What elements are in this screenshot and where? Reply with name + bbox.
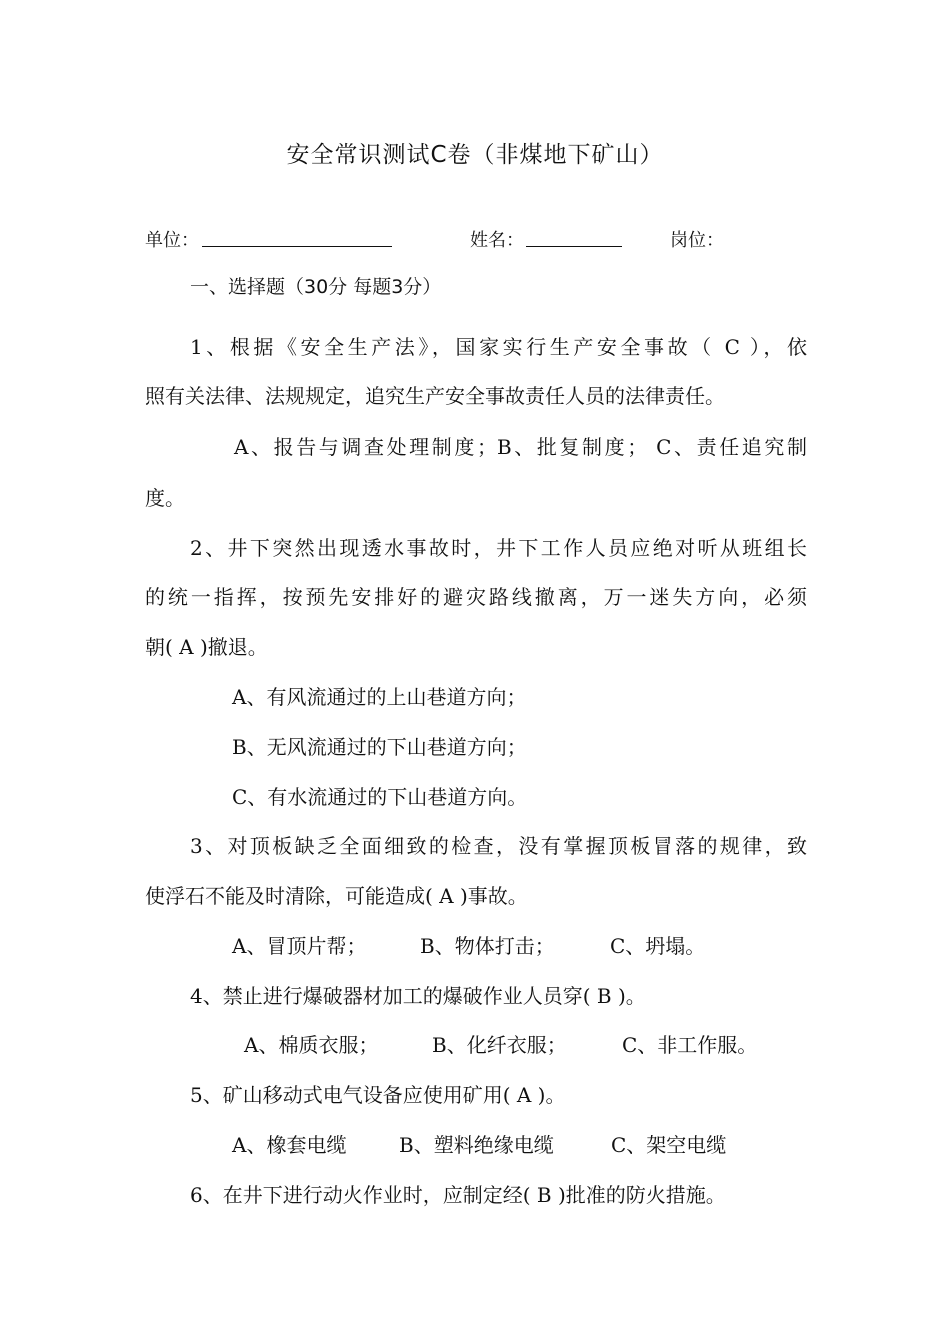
question-6-line-1: 6、在井下进行动火作业时，应制定经( B )批准的防火措施。: [190, 1183, 726, 1207]
post-label: 岗位：: [670, 230, 724, 251]
question-5-line-1: 5、矿山移动式电气设备应使用矿用( A )。: [190, 1083, 566, 1107]
question-1-line-1: 1、根据《安全生产法》，国家实行生产安全事故（ C ），依: [190, 335, 807, 359]
question-4-option-c: C、非工作服。: [622, 1033, 758, 1057]
section-heading: 一、选择题（30分 每题3分）: [190, 276, 442, 298]
question-2-line-2: 的统一指挥，按预先安排好的避灾路线撤离，万一迷失方向，必须: [145, 585, 807, 609]
question-2-line-1: 2、井下突然出现透水事故时，井下工作人员应绝对听从班组长: [190, 536, 807, 560]
question-2-line-3: 朝( A )撤退。: [145, 635, 268, 659]
question-2-option-c: C、有水流通过的下山巷道方向。: [232, 785, 528, 809]
header-fields: [145, 226, 825, 256]
question-1-line-2: 照有关法律、法规规定，追究生产安全事故责任人员的法律责任。: [145, 384, 725, 408]
question-3-option-c: C、坍塌。: [610, 934, 706, 958]
document-title: 安全常识测试C卷（非煤地下矿山）: [286, 142, 664, 168]
unit-label: 单位：: [145, 230, 199, 251]
question-4-option-a: A、棉质衣服；: [244, 1033, 379, 1057]
question-1-options-line-1: A、报告与调查处理制度；B、批复制度； C、责任追究制: [234, 435, 807, 459]
question-4-option-b: B、化纤衣服；: [432, 1033, 567, 1057]
question-3-option-a: A、冒顶片帮；: [232, 934, 367, 958]
question-5-option-c: C、架空电缆: [611, 1133, 727, 1157]
question-4-line-1: 4、禁止进行爆破器材加工的爆破作业人员穿( B )。: [190, 984, 646, 1008]
question-3-option-b: B、物体打击；: [420, 934, 555, 958]
question-2-option-a: A、有风流通过的上山巷道方向；: [232, 685, 527, 709]
question-2-option-b: B、无风流通过的下山巷道方向；: [232, 735, 527, 759]
question-5-option-a: A、橡套电缆: [232, 1133, 347, 1157]
question-3-options: [232, 930, 705, 959]
question-1-options-line-2: 度。: [145, 486, 185, 510]
question-5-options: [232, 1129, 726, 1158]
question-4-options: [244, 1029, 757, 1058]
name-blank-line: [526, 246, 622, 247]
name-label: 姓名：: [470, 230, 524, 251]
question-3-line-1: 3、对顶板缺乏全面细致的检查，没有掌握顶板冒落的规律，致: [190, 834, 807, 858]
question-5-option-b: B、塑料绝缘电缆: [399, 1133, 554, 1157]
unit-blank-line: [202, 246, 392, 247]
question-3-line-2: 使浮石不能及时清除，可能造成( A )事故。: [145, 884, 528, 908]
